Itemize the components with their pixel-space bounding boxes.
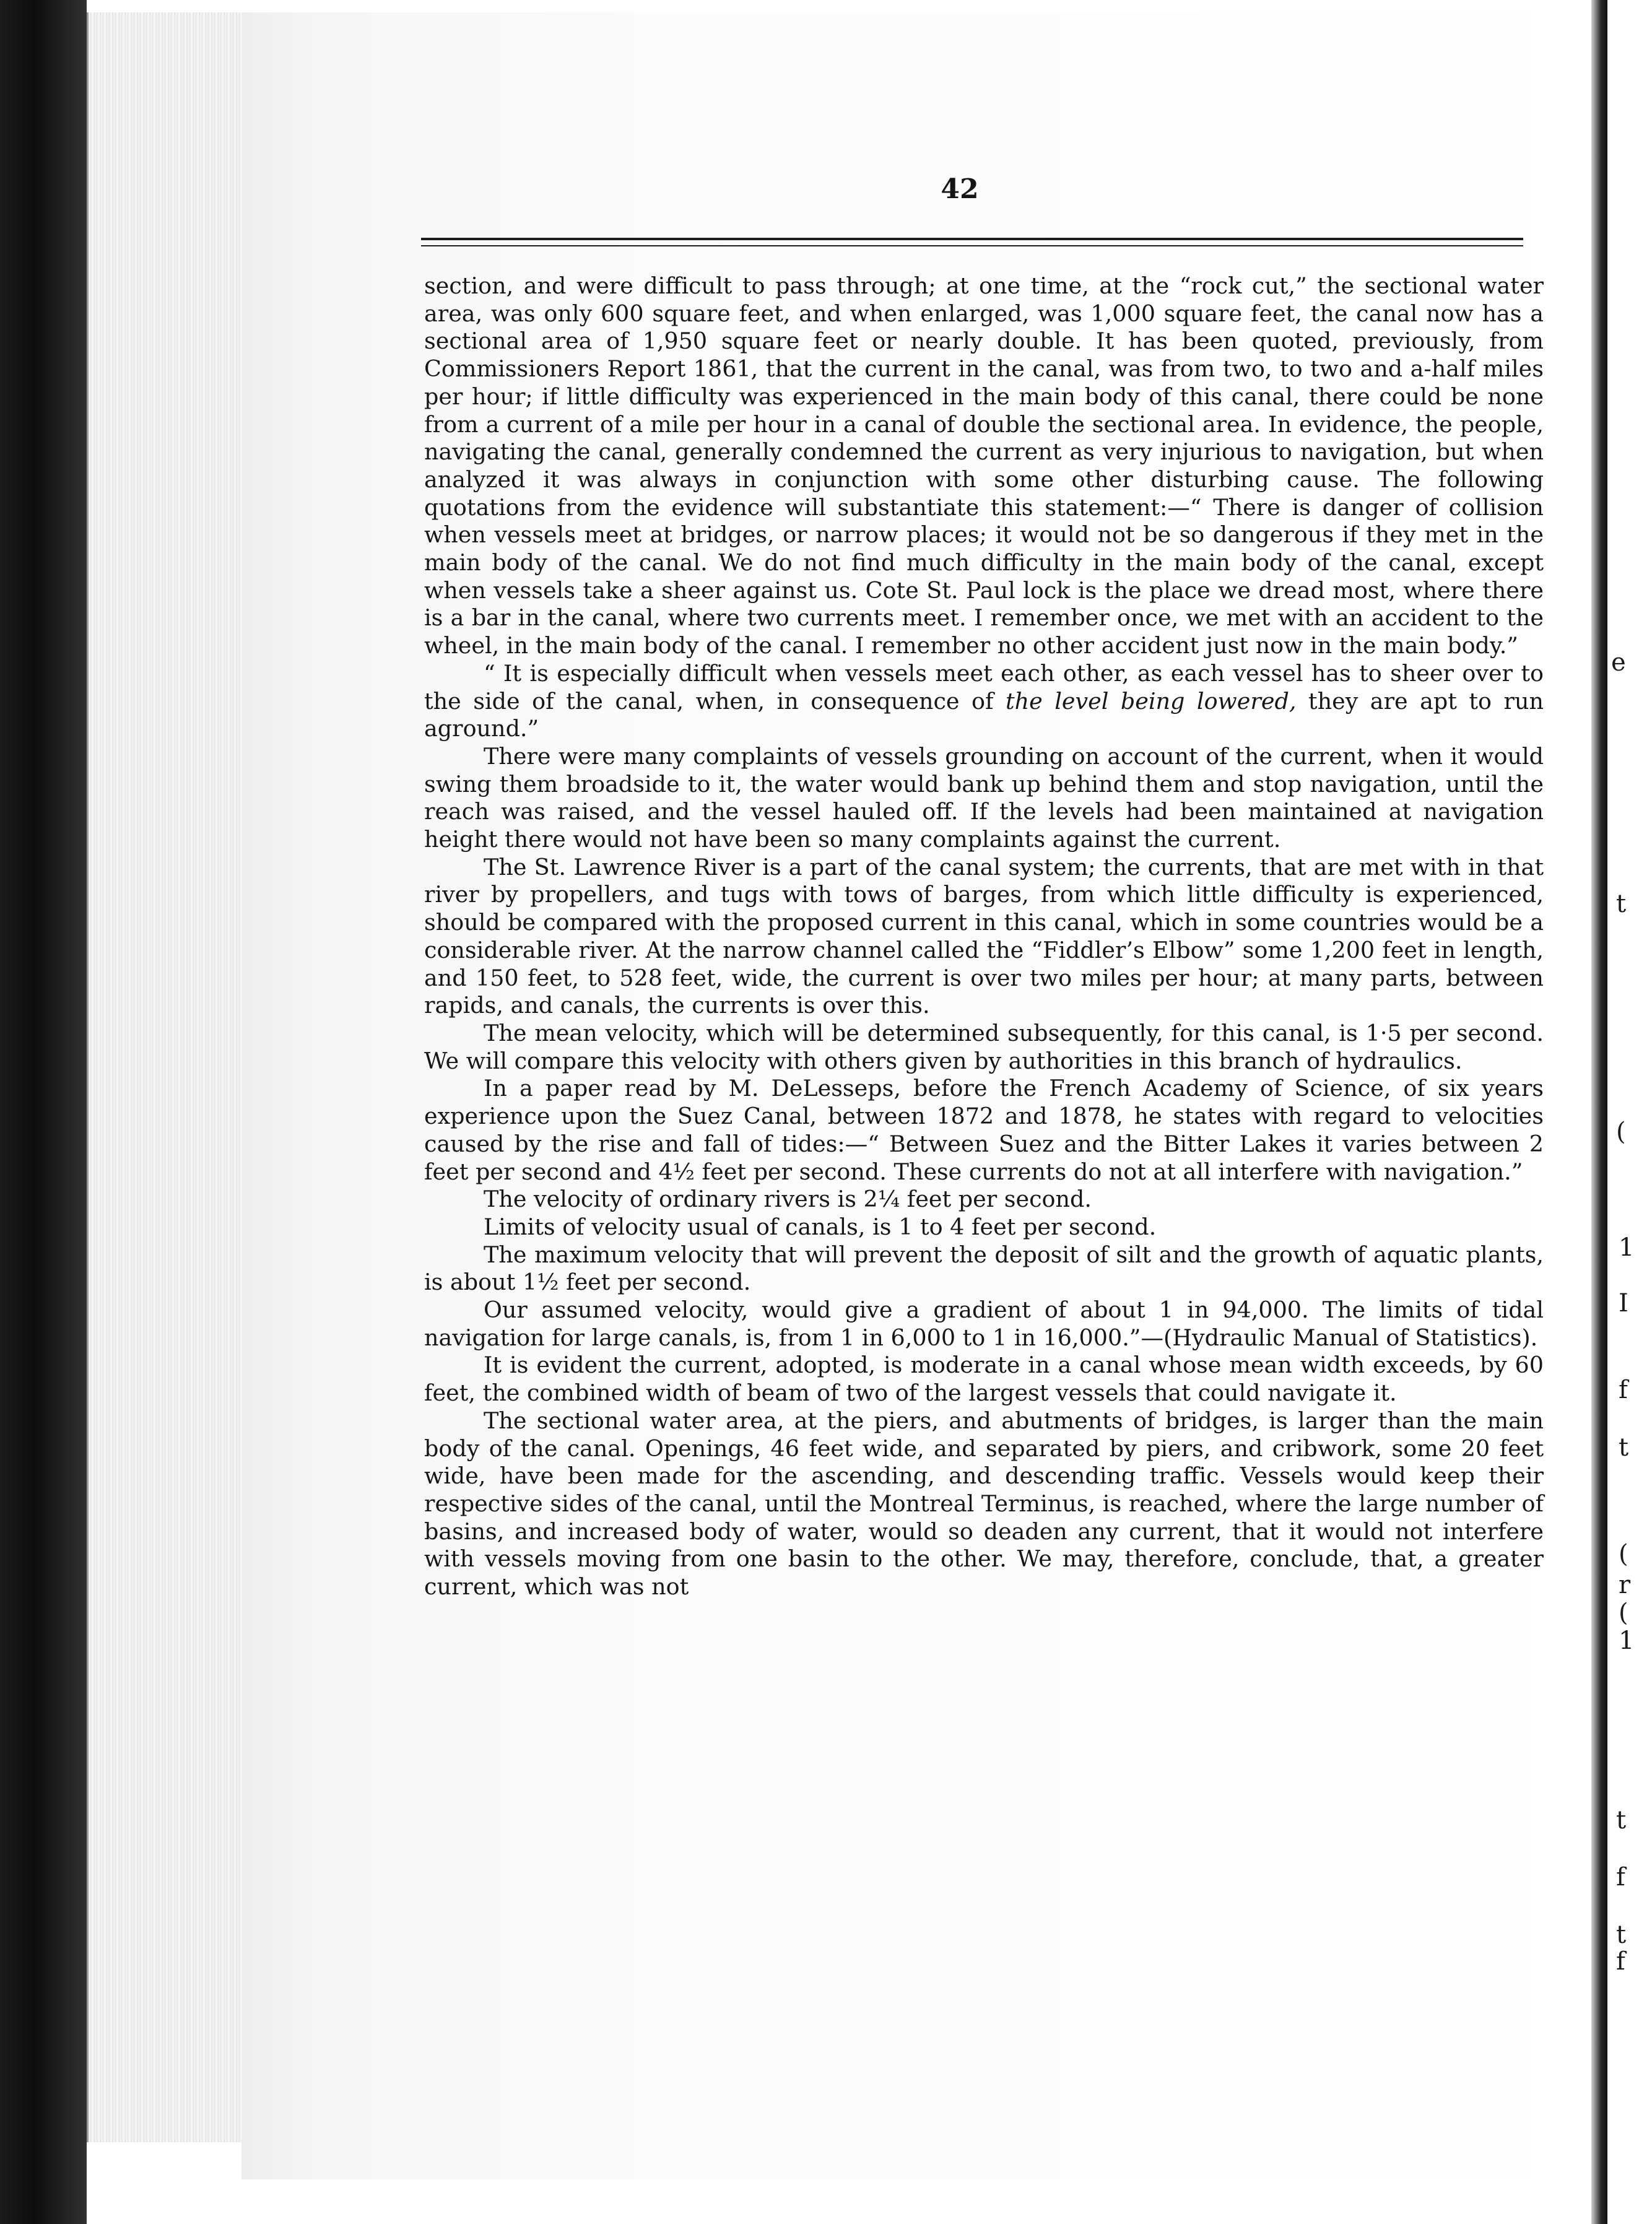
facing-page-fragment: t: [1616, 1806, 1627, 1835]
paragraph: It is evident the current, adopted, is moderate in a canal whose mean width exceeds, by 60 feet, the combined width of beam of two of the largest vessels that could navigate it.: [424, 1352, 1544, 1407]
paragraph-text-end: they are apt to run aground.”: [424, 687, 1544, 742]
facing-page-fragment: f: [1616, 1863, 1625, 1892]
paragraph: Our assumed velocity, would give a gradient of about 1 in 94,000. The limits of tidal navigation for large canals, is, from 1 in 6,000 to 1 in 16,000.”—(Hydraulic Manual of Statistics).: [424, 1297, 1544, 1351]
italic-phrase: the level being lowered,: [1005, 687, 1297, 715]
paragraph: section, and were difficult to pass through; at one time, at the “rock cut,” the sectional water area, was only 600 square feet, and when enlarged, was 1,000 square feet, the canal now has a sectional area of 1,950 square feet or nearly double. It has been quoted, previously, from Commissioners Report 1861, that the current in the canal, was from two, to two and a-half miles per hour; if little difficulty was experienced in the main body of this canal, there could be none from a current of a mile per hour in a canal of double the sectional area. In evidence, the people, navigating the canal, generally condemned the current as very injurious to navigation, but when analyzed it was always in conjunction with some other disturbing cause. The following quotations from the evidence will substantiate this statement:—“ There is danger of collision when vessels meet at bridges, or narrow places; it would not be so dangerous if they met in the main body of the canal. We do not find much difficulty in the main body of the canal, except when vessels take a sheer against us. Cote St. Paul lock is the place we dread most, where there is a bar in the canal, where two currents meet. I remember once, we met with an accident to the wheel, in the main body of the canal. I remember no other accident just now in the main body.”: [424, 272, 1544, 659]
facing-page-fragment: 1: [1619, 1233, 1635, 1262]
paragraph: The maximum velocity that will prevent the deposit of silt and the growth of aquatic plants, is about 1½ feet per second.: [424, 1241, 1544, 1296]
facing-page-fragment: t: [1619, 1433, 1629, 1462]
facing-page-fragment: f: [1619, 1376, 1628, 1404]
page-number: 42: [941, 173, 979, 205]
book-spine-shadow: [0, 0, 87, 2224]
stacked-page-edges: [87, 12, 243, 2142]
facing-page-fragment: f: [1616, 1947, 1625, 1976]
facing-page-fragment: (: [1619, 1599, 1628, 1627]
paragraph: The velocity of ordinary rivers is 2¼ feet per second.: [484, 1186, 1092, 1213]
facing-page-fragment: t: [1616, 1921, 1627, 1949]
facing-page-edge: [1607, 0, 1652, 2224]
book-gutter: [1591, 0, 1607, 2224]
facing-page-fragment: I: [1619, 1289, 1628, 1318]
facing-page-fragment: (: [1619, 1540, 1628, 1568]
header-rule: [421, 238, 1523, 240]
paragraph: Limits of velocity usual of canals, is 1 to 4 feet per second.: [484, 1213, 1157, 1240]
paragraph: [424, 660, 1544, 743]
body-text: [424, 272, 1544, 1601]
paragraph: The St. Lawrence River is a part of the canal system; the currents, that are met with in that river by propellers, and tugs with tows of barges, from which little difficulty is experienced, should be compared with the proposed current in this canal, which in some countries would be a considerable river. At the narrow channel called the “Fiddler’s Elbow” some 1,200 feet in length, and 150 feet, to 528 feet, wide, the current is over two miles per hour; at many parts, between rapids, and canals, the currents is over this.: [424, 853, 1544, 1019]
paragraph: The mean velocity, which will be determined subsequently, for this canal, is 1·5 per second. We will compare this velocity with others given by authorities in this branch of hydraulics.: [424, 1019, 1544, 1074]
paragraph: In a paper read by M. DeLesseps, before the French Academy of Science, of six years experience upon the Suez Canal, between 1872 and 1878, he states with regard to velocities caused by the rise and fall of tides:—“ Between Suez and the Bitter Lakes it varies between 2 feet per second and 4½ feet per second. These currents do not at all interfere with navigation.”: [424, 1075, 1544, 1185]
facing-page-fragment: 1: [1619, 1627, 1635, 1655]
facing-page-fragment: (: [1616, 1118, 1626, 1146]
facing-page-fragment: r: [1619, 1571, 1631, 1599]
paragraph: There were many complaints of vessels grounding on account of the current, when it would swing them broadside to it, the water would bank up behind them and stop navigation, until the reach was raised, and the vessel hauled off. If the levels had been maintained at navigation height there would not have been so many complaints against the current.: [424, 742, 1544, 853]
paragraph: The sectional water area, at the piers, and abutments of bridges, is larger than the main body of the canal. Openings, 46 feet wide, and separated by piers, and cribwork, some 20 feet wide, have been made for the ascending, and descending traffic. Vessels would keep their respective sides of the canal, until the Montreal Terminus, is reached, where the large number of basins, and increased body of water, would so deaden any current, that it would not interfere with vessels moving from one basin to the other. We may, therefore, conclude, that, a greater current, which was not: [424, 1407, 1544, 1601]
paragraph-text: “ It is especially difficult when vessels meet each other, as each vessel has to sheer over to the side of the canal, when, in consequence of: [424, 659, 1544, 715]
facing-page-fragment: e: [1611, 648, 1626, 677]
header-rule-thin: [421, 245, 1523, 246]
facing-page-fragment: t: [1616, 890, 1627, 918]
